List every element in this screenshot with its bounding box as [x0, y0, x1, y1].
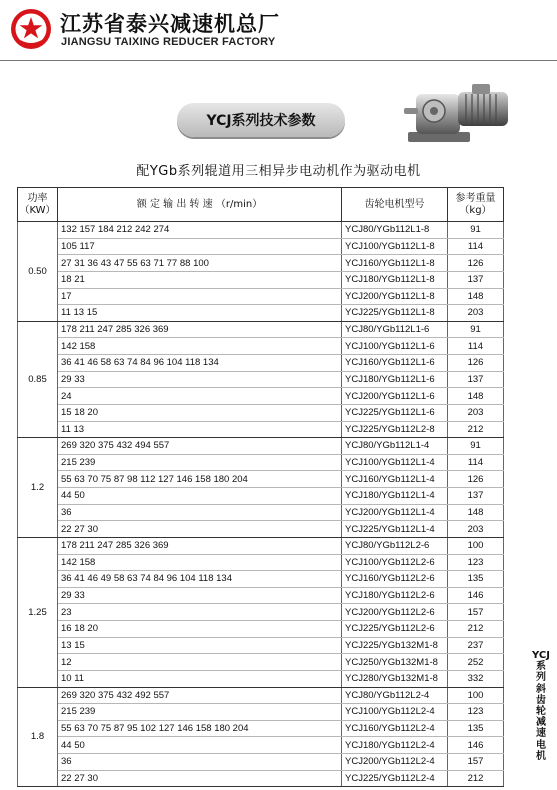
weight-cell: 91 [448, 438, 504, 455]
model-cell: YCJ180/YGb112L1-8 [342, 271, 448, 288]
speed-cell: 18 21 [58, 271, 342, 288]
table-row [18, 670, 504, 687]
weight-cell: 148 [448, 388, 504, 405]
weight-cell: 135 [448, 720, 504, 737]
speed-cell: 11 13 [58, 421, 342, 438]
model-cell: YCJ280/YGb132M1-8 [342, 670, 448, 687]
model-cell: YCJ80/YGb112L1-8 [342, 222, 448, 239]
header-speed [58, 188, 342, 222]
model-cell: YCJ200/YGb112L1-4 [342, 504, 448, 521]
model-cell: YCJ100/YGb112L2-4 [342, 704, 448, 721]
table-row [18, 604, 504, 621]
speed-cell: 10 11 [58, 670, 342, 687]
table-row [18, 720, 504, 737]
model-cell: YCJ160/YGb112L1-8 [342, 255, 448, 272]
table-row [18, 421, 504, 438]
power-cell: 0.85 [18, 321, 58, 437]
company-name-cn: 江苏省泰兴减速机总厂 [60, 12, 280, 36]
speed-cell: 105 117 [58, 238, 342, 255]
model-cell: YCJ180/YGb112L2-6 [342, 587, 448, 604]
speed-cell: 24 [58, 388, 342, 405]
table-row [18, 454, 504, 471]
table-subtitle: 配YGb系列辊道用三相异步电动机作为驱动电机 [136, 164, 421, 179]
weight-cell: 114 [448, 338, 504, 355]
table-row [18, 404, 504, 421]
speed-cell: 29 33 [58, 587, 342, 604]
header-model [342, 188, 448, 222]
weight-cell: 212 [448, 621, 504, 638]
model-cell: YCJ225/YGb112L2-4 [342, 770, 448, 787]
weight-cell: 212 [448, 421, 504, 438]
header-weight-label: 参考重量 （kg） [455, 192, 496, 216]
speed-cell: 178 211 247 285 326 369 [58, 321, 342, 338]
table-row [18, 238, 504, 255]
table-row [18, 770, 504, 787]
model-cell: YCJ80/YGb112L1-4 [342, 438, 448, 455]
weight-cell: 332 [448, 670, 504, 687]
company-name-en: JIANGSU TAIXING REDUCER FACTORY [61, 36, 276, 48]
table-row [18, 305, 504, 322]
header-speed-label: 额 定 输 出 转 速 （r/min） [136, 198, 263, 210]
weight-cell: 146 [448, 587, 504, 604]
header-divider [0, 60, 557, 61]
model-cell: YCJ200/YGb112L2-6 [342, 604, 448, 621]
table-row [18, 571, 504, 588]
speed-cell: 12 [58, 654, 342, 671]
table-row [18, 704, 504, 721]
header-weight [448, 188, 504, 222]
table-row [18, 754, 504, 771]
weight-cell: 148 [448, 504, 504, 521]
table-row [18, 388, 504, 405]
speed-cell: 269 320 375 432 492 557 [58, 687, 342, 704]
speed-cell: 17 [58, 288, 342, 305]
speed-cell: 23 [58, 604, 342, 621]
weight-cell: 123 [448, 554, 504, 571]
weight-cell: 123 [448, 704, 504, 721]
model-cell: YCJ100/YGb112L1-8 [342, 238, 448, 255]
weight-cell: 126 [448, 255, 504, 272]
technical-parameter-table [17, 187, 504, 787]
table-row [18, 587, 504, 604]
model-cell: YCJ200/YGb112L1-6 [342, 388, 448, 405]
weight-cell: 212 [448, 770, 504, 787]
table-row [18, 737, 504, 754]
speed-cell: 55 63 70 75 87 98 112 127 146 158 180 204 [58, 471, 342, 488]
model-cell: YCJ250/YGb132M1-8 [342, 654, 448, 671]
speed-cell: 215 239 [58, 454, 342, 471]
weight-cell: 203 [448, 305, 504, 322]
table-row [18, 504, 504, 521]
weight-cell: 100 [448, 537, 504, 554]
weight-cell: 157 [448, 754, 504, 771]
weight-cell: 137 [448, 271, 504, 288]
weight-cell: 237 [448, 637, 504, 654]
model-cell: YCJ100/YGb112L2-6 [342, 554, 448, 571]
model-cell: YCJ160/YGb112L2-6 [342, 571, 448, 588]
table-row [18, 488, 504, 505]
weight-cell: 126 [448, 355, 504, 372]
model-cell: YCJ180/YGb112L1-4 [342, 488, 448, 505]
table-row [18, 255, 504, 272]
weight-cell: 148 [448, 288, 504, 305]
table-row [18, 271, 504, 288]
table-row [18, 321, 504, 338]
table-body [18, 222, 504, 787]
table-row [18, 521, 504, 538]
weight-cell: 146 [448, 737, 504, 754]
weight-cell: 114 [448, 238, 504, 255]
factory-logo [10, 8, 52, 50]
weight-cell: 137 [448, 371, 504, 388]
table-row [18, 537, 504, 554]
weight-cell: 157 [448, 604, 504, 621]
model-cell: YCJ160/YGb112L1-4 [342, 471, 448, 488]
model-cell: YCJ100/YGb112L1-4 [342, 454, 448, 471]
weight-cell: 203 [448, 404, 504, 421]
speed-cell: 142 158 [58, 554, 342, 571]
model-cell: YCJ100/YGb112L1-6 [342, 338, 448, 355]
side-series-label [532, 650, 550, 762]
speed-cell: 36 [58, 504, 342, 521]
table-row [18, 637, 504, 654]
model-cell: YCJ225/YGb132M1-8 [342, 637, 448, 654]
weight-cell: 203 [448, 521, 504, 538]
page-header [0, 0, 557, 62]
model-cell: YCJ225/YGb112L2-6 [342, 621, 448, 638]
table-row [18, 288, 504, 305]
table-row [18, 355, 504, 372]
table-row [18, 222, 504, 239]
power-cell: 1.25 [18, 537, 58, 687]
table-header-row [18, 188, 504, 222]
speed-cell: 36 41 46 49 58 63 74 84 96 104 118 134 [58, 571, 342, 588]
speed-cell: 215 239 [58, 704, 342, 721]
power-cell: 1.8 [18, 687, 58, 787]
model-cell: YCJ225/YGb112L1-6 [342, 404, 448, 421]
table-row [18, 654, 504, 671]
speed-cell: 36 [58, 754, 342, 771]
weight-cell: 91 [448, 321, 504, 338]
weight-cell: 114 [448, 454, 504, 471]
section-title: YCJ系列技术参数 [177, 103, 345, 137]
header-power-label: 功率 （KW） [19, 192, 56, 216]
table-row [18, 554, 504, 571]
speed-cell: 22 27 30 [58, 770, 342, 787]
speed-cell: 142 158 [58, 338, 342, 355]
header-model-label: 齿轮电机型号 [364, 198, 425, 210]
table-row [18, 621, 504, 638]
speed-cell: 55 63 70 75 87 95 102 127 146 158 180 204 [58, 720, 342, 737]
weight-cell: 135 [448, 571, 504, 588]
model-cell: YCJ180/YGb112L1-6 [342, 371, 448, 388]
table-row [18, 338, 504, 355]
speed-cell: 13 15 [58, 637, 342, 654]
speed-cell: 22 27 30 [58, 521, 342, 538]
model-cell: YCJ200/YGb112L2-4 [342, 754, 448, 771]
side-series-text: YCJ 系 列 斜 齿 轮 减 速 电 机 [532, 650, 550, 762]
weight-cell: 100 [448, 687, 504, 704]
header-power [18, 188, 58, 222]
speed-cell: 44 50 [58, 488, 342, 505]
speed-cell: 36 41 46 58 63 74 84 96 104 118 134 [58, 355, 342, 372]
weight-cell: 252 [448, 654, 504, 671]
power-cell: 0.50 [18, 222, 58, 322]
table-row [18, 371, 504, 388]
power-cell: 1.2 [18, 438, 58, 538]
weight-cell: 91 [448, 222, 504, 239]
speed-cell: 269 320 375 432 494 557 [58, 438, 342, 455]
speed-cell: 132 157 184 212 242 274 [58, 222, 342, 239]
speed-cell: 178 211 247 285 326 369 [58, 537, 342, 554]
table-row [18, 438, 504, 455]
speed-cell: 44 50 [58, 737, 342, 754]
speed-cell: 15 18 20 [58, 404, 342, 421]
model-cell: YCJ225/YGb112L1-8 [342, 305, 448, 322]
gear-motor-image [404, 78, 514, 148]
model-cell: YCJ160/YGb112L1-6 [342, 355, 448, 372]
model-cell: YCJ80/YGb112L2-4 [342, 687, 448, 704]
weight-cell: 126 [448, 471, 504, 488]
model-cell: YCJ80/YGb112L2-6 [342, 537, 448, 554]
speed-cell: 16 18 20 [58, 621, 342, 638]
model-cell: YCJ80/YGb112L1-6 [342, 321, 448, 338]
speed-cell: 27 31 36 43 47 55 63 71 77 88 100 [58, 255, 342, 272]
table-row [18, 471, 504, 488]
model-cell: YCJ180/YGb112L2-4 [342, 737, 448, 754]
speed-cell: 29 33 [58, 371, 342, 388]
speed-cell: 11 13 15 [58, 305, 342, 322]
weight-cell: 137 [448, 488, 504, 505]
table-row [18, 687, 504, 704]
model-cell: YCJ225/YGb112L1-4 [342, 521, 448, 538]
model-cell: YCJ200/YGb112L1-8 [342, 288, 448, 305]
model-cell: YCJ160/YGb112L2-4 [342, 720, 448, 737]
model-cell: YCJ225/YGb112L2-8 [342, 421, 448, 438]
